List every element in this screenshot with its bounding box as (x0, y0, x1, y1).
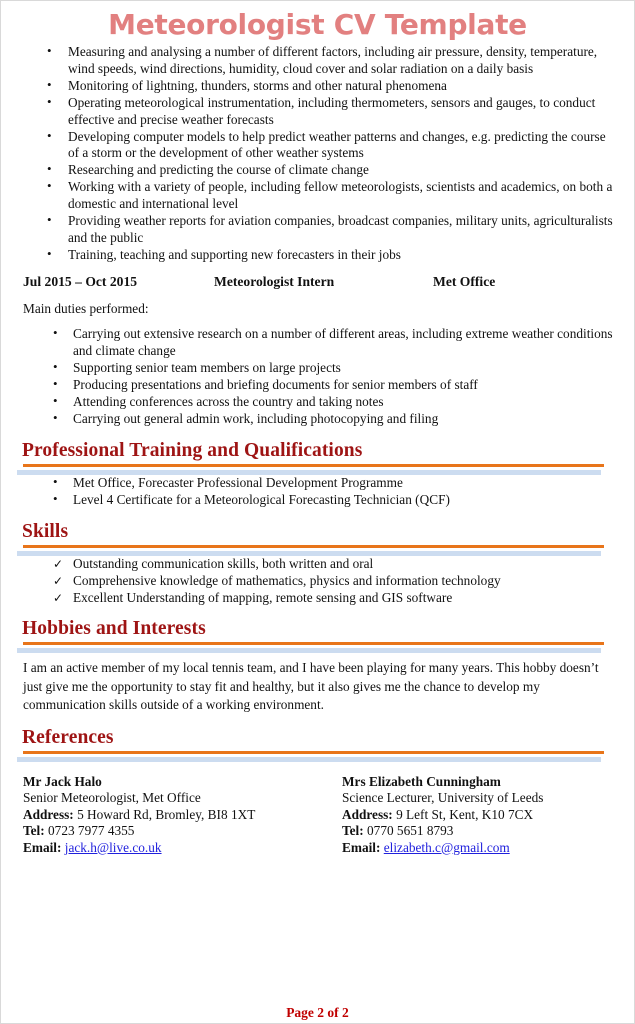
reference-name: Mr Jack Halo (23, 773, 102, 789)
divider-blue-band (17, 648, 601, 653)
section-heading-references: References (22, 726, 114, 748)
address-label: Address: (23, 806, 74, 822)
list-item: • Supporting senior team members on large projects (17, 360, 618, 377)
divider-orange-line (23, 642, 604, 645)
list-item: • Producing presentations and briefing documents for senior members of staff (17, 377, 618, 394)
job-title: Meteorologist Intern (214, 274, 335, 290)
section-heading-skills: Skills (22, 520, 69, 542)
divider-orange-line (23, 464, 604, 467)
divider-blue-band (17, 757, 601, 762)
list-item: • Level 4 Certificate for a Meteorological Forecasting Technician (QCF) (17, 492, 618, 509)
reference-email (23, 840, 333, 857)
tel-value: 0770 5651 8793 (367, 823, 454, 839)
reference-tel (342, 823, 635, 840)
section-divider (17, 751, 618, 762)
reference-address (23, 807, 333, 824)
list-item: • Training, teaching and supporting new forecasters in their jobs (17, 247, 618, 264)
section-divider (17, 642, 618, 653)
email-label: Email: (23, 839, 62, 855)
reference-name: Mrs Elizabeth Cunningham (342, 773, 501, 789)
reference-left (23, 774, 333, 857)
cv-content (1, 9, 634, 866)
page-footer: Page 2 of 2 (286, 1005, 349, 1020)
address-label: Address: (342, 806, 393, 822)
address-value: 5 Howard Rd, Bromley, BI8 1XT (77, 806, 256, 822)
address-value: 9 Left St, Kent, K10 7CX (396, 806, 534, 822)
list-item: • Working with a variety of people, including fellow meteorologists, scientists and academics, on both a domestic and international level (17, 179, 618, 212)
list-item: ✓ Outstanding communication skills, both written and oral (17, 556, 618, 573)
tel-value: 0723 7977 4355 (48, 823, 135, 839)
top-duties-list (17, 44, 618, 263)
list-item: ✓ Comprehensive knowledge of mathematics, physics and information technology (17, 573, 618, 590)
page-title: Meteorologist CV Template (108, 8, 527, 41)
list-item: • Operating meteorological instrumentation, including thermometers, sensors and gauges, to conduct effective and precise weather forecasts (17, 95, 618, 128)
tel-label: Tel: (342, 823, 364, 839)
list-item: • Attending conferences across the country and taking notes (17, 394, 618, 411)
job-employer: Met Office (433, 274, 496, 290)
skills-list (17, 556, 618, 607)
references-block (17, 774, 618, 866)
job-lead-in: Main duties performed: (23, 301, 149, 317)
reference-role: Senior Meteorologist, Met Office (23, 790, 201, 806)
reference-role: Science Lecturer, University of Leeds (342, 790, 544, 806)
section-heading-training: Professional Training and Qualifications (22, 439, 363, 461)
list-item: • Met Office, Forecaster Professional Development Programme (17, 475, 618, 492)
reference-tel (23, 823, 333, 840)
email-link[interactable]: elizabeth.c@gmail.com (383, 839, 510, 855)
divider-orange-line (23, 545, 604, 548)
hobbies-paragraph: I am an active member of my local tennis team, and I have been playing for many years. This hobby doesn’t just give me the opportunity to stay fit and healthy, but it also gives me the chance to develop my communication skills outside of a working environment. (23, 660, 599, 713)
list-item: ✓ Excellent Understanding of mapping, remote sensing and GIS software (17, 590, 618, 607)
list-item: • Measuring and analysing a number of different factors, including air pressure, density, temperature, wind speeds, wind directions, humidity, cloud cover and solar radiation on a daily basis (17, 44, 618, 77)
list-item: • Researching and predicting the course of climate change (17, 162, 618, 179)
list-item: • Developing computer models to help predict weather patterns and changes, e.g. predicting the course of a storm or the development of other weather systems (17, 129, 618, 162)
reference-right (342, 774, 635, 857)
job-duties-list (17, 326, 618, 428)
training-list (17, 475, 618, 509)
divider-orange-line (23, 751, 604, 754)
section-divider (17, 464, 618, 475)
section-heading-hobbies: Hobbies and Interests (22, 618, 206, 640)
reference-address (342, 807, 635, 824)
list-item: • Monitoring of lightning, thunders, storms and other natural phenomena (17, 78, 618, 95)
section-divider (17, 545, 618, 556)
job-header-row (17, 274, 618, 292)
email-label: Email: (342, 839, 381, 855)
email-link[interactable]: jack.h@live.co.uk (64, 839, 162, 855)
list-item: • Carrying out extensive research on a number of different areas, including extreme weather conditions and climate change (17, 326, 618, 359)
list-item: • Providing weather reports for aviation companies, broadcast companies, military units, agriculturalists and the public (17, 213, 618, 246)
reference-email (342, 840, 635, 857)
tel-label: Tel: (23, 823, 45, 839)
list-item: • Carrying out general admin work, including photocopying and filing (17, 411, 618, 428)
job-dates: Jul 2015 – Oct 2015 (23, 274, 138, 290)
